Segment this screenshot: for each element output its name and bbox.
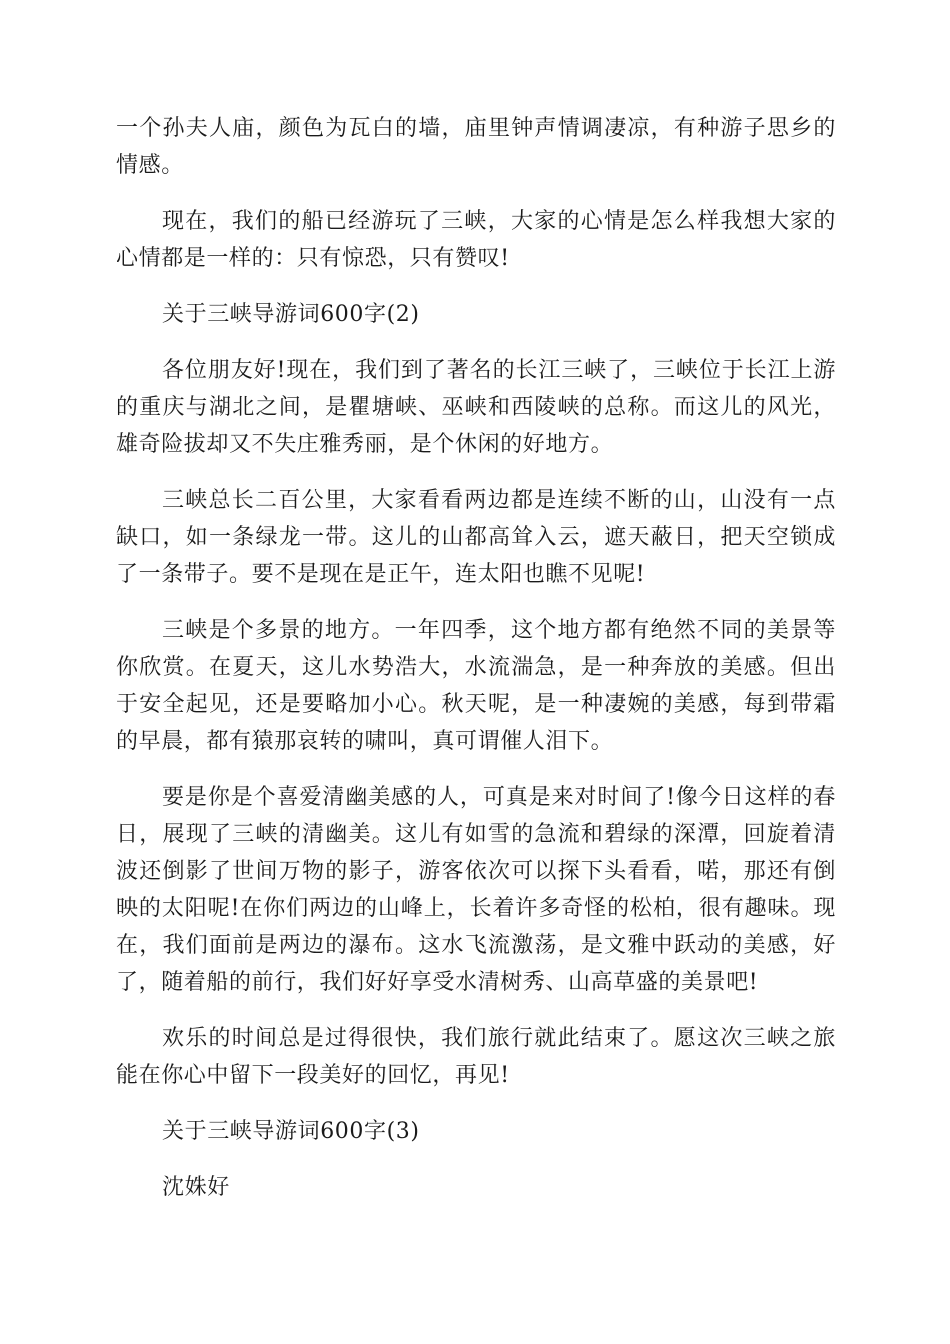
- paragraph-length: 三峡总长二百公里，大家看看两边都是连续不断的山，山没有一点缺口，如一条绿龙一带。这儿的山都高耸入云，遮天蔽日，把天空锁成了一条带子。要不是现在是正午，连太阳也瞧不见呢!: [116, 488, 836, 587]
- paragraph-seasons: 三峡是个多景的地方。一年四季，这个地方都有绝然不同的美景等你欣赏。在夏天，这儿水势浩大，水流湍急，是一种奔放的美感。但出于安全起见，还是要略加小心。秋天呢，是一种凄婉的美感，每到带霜的早晨，都有猿那哀转的啸叫，真可谓催人泪下。: [116, 618, 836, 754]
- section-heading-2: 关于三峡导游词600字(2): [162, 302, 420, 327]
- document-body: [116, 110, 836, 1225]
- paragraph-farewell: 欢乐的时间总是过得很快，我们旅行就此结束了。愿这次三峡之旅能在你心中留下一段美好的回忆，再见!: [116, 1026, 836, 1088]
- section-heading-3: 关于三峡导游词600字(3): [162, 1119, 420, 1144]
- paragraph-temple: 一个孙夫人庙，颜色为瓦白的墙，庙里钟声情调凄凉，有种游子思乡的情感。: [116, 116, 836, 178]
- paragraph-author: 沈姝好: [162, 1175, 230, 1200]
- paragraph-mood: 现在，我们的船已经游玩了三峡，大家的心情是怎么样我想大家的心情都是一样的：只有惊恐，只有赞叹!: [116, 209, 836, 271]
- paragraph-greeting: 各位朋友好!现在，我们到了著名的长江三峡了，三峡位于长江上游的重庆与湖北之间，是瞿塘峡、巫峡和西陵峡的总称。而这儿的风光，雄奇险拔却又不失庄雅秀丽，是个休闲的好地方。: [116, 358, 836, 457]
- paragraph-spring: 要是你是个喜爱清幽美感的人，可真是来对时间了!像今日这样的春日，展现了三峡的清幽美。这儿有如雪的急流和碧绿的深潭，回旋着清波还倒影了世间万物的影子，游客依次可以探下头看看，喏，那还有倒映的太阳呢!在你们两边的山峰上，长着许多奇怪的松柏，很有趣味。现在，我们面前是两边的瀑布。这水飞流激荡，是文雅中跃动的美感，好了，随着船的前行，我们好好享受水清树秀、山高草盛的美景吧!: [116, 785, 836, 995]
